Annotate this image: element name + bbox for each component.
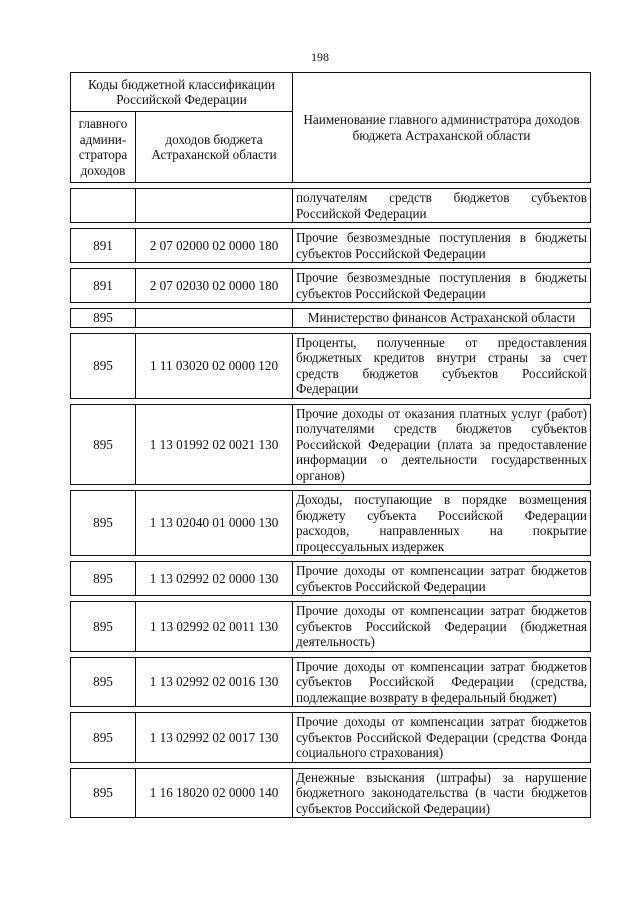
admin-code-cell: 895 (71, 491, 136, 556)
table-row (71, 657, 591, 707)
admin-code-cell: 891 (71, 269, 136, 303)
budget-classification-table (70, 72, 591, 818)
revenue-name-cell: Прочие доходы от компенсации затрат бюджетов субъектов Российской Федерации (средства, подлежащие возврату в федеральный бюджет) (293, 657, 591, 707)
table-row (71, 404, 591, 485)
revenue-code-cell: 2 07 02030 02 0000 180 (136, 269, 293, 303)
admin-code-cell: 895 (71, 713, 136, 763)
revenue-name-cell: Прочие доходы от компенсации затрат бюджетов субъектов Российской Федерации (293, 562, 591, 596)
revenue-name-cell: Прочие безвозмездные поступления в бюджеты субъектов Российской Федерации (293, 229, 591, 263)
revenue-name-cell: Проценты, полученные от предоставления бюджетных кредитов внутри страны за счет средств бюджетов субъектов Российской Федерации (293, 333, 591, 398)
revenue-name-cell: Прочие доходы от компенсации затрат бюджетов субъектов Российской Федерации (бюджетная деятельность) (293, 602, 591, 652)
header-administrator-name: Наименование главного администратора доходов бюджета Астраханской области (293, 73, 591, 183)
admin-code-cell: 895 (71, 309, 136, 328)
table-row (71, 189, 591, 223)
revenue-code-cell: 1 13 02992 02 0000 130 (136, 562, 293, 596)
table-row (71, 309, 591, 328)
table-row (71, 562, 591, 596)
revenue-code-cell: 1 13 02992 02 0017 130 (136, 713, 293, 763)
revenue-name-cell: Доходы, поступающие в порядке возмещения бюджету субъекта Российской Федерации расходов, направленных на покрытие процессуальных издержек (293, 491, 591, 556)
header-classification-codes: Коды бюджетной классификации Российской Федерации (71, 73, 293, 112)
revenue-name-cell: Прочие доходы от оказания платных услуг (работ) получателями средств бюджетов субъектов Российской Федерации (плата за предоставление информации о деятельности государственных органов) (293, 404, 591, 485)
revenue-code-cell: 1 13 01992 02 0021 130 (136, 404, 293, 485)
revenue-code-cell: 1 13 02040 01 0000 130 (136, 491, 293, 556)
page-number: 198 (311, 50, 329, 64)
admin-code-cell: 895 (71, 602, 136, 652)
revenue-code-cell: 2 07 02000 02 0000 180 (136, 229, 293, 263)
admin-code-cell: 895 (71, 333, 136, 398)
table-row (71, 713, 591, 763)
revenue-code-cell: 1 11 03020 02 0000 120 (136, 333, 293, 398)
revenue-code-cell: 1 13 02992 02 0016 130 (136, 657, 293, 707)
revenue-code-cell (136, 309, 293, 328)
admin-code-cell: 895 (71, 768, 136, 818)
table-row (71, 333, 591, 398)
table-row (71, 491, 591, 556)
header-chief-administrator: главного админи-стратора доходов (71, 112, 136, 183)
revenue-name-cell: Денежные взыскания (штрафы) за нарушение бюджетного законодательства (в части бюджетов субъектов Российской Федерации) (293, 768, 591, 818)
admin-code-cell: 891 (71, 229, 136, 263)
admin-code-cell: 895 (71, 404, 136, 485)
revenue-code-cell: 1 16 18020 02 0000 140 (136, 768, 293, 818)
table-row (71, 602, 591, 652)
table-row (71, 768, 591, 818)
table-row (71, 229, 591, 263)
header-revenue-code: доходов бюджета Астраханской области (136, 112, 293, 183)
admin-code-cell: 895 (71, 562, 136, 596)
revenue-name-cell: Прочие доходы от компенсации затрат бюджетов субъектов Российской Федерации (средства Фонда социального страхования) (293, 713, 591, 763)
administrator-title-cell: Министерство финансов Астраханской области (293, 309, 591, 328)
revenue-name-cell: получателям средств бюджетов субъектов Российской Федерации (293, 189, 591, 223)
table-row (71, 269, 591, 303)
revenue-code-cell (136, 189, 293, 223)
revenue-code-cell: 1 13 02992 02 0011 130 (136, 602, 293, 652)
admin-code-cell (71, 189, 136, 223)
table-header-row (71, 73, 591, 112)
revenue-name-cell: Прочие безвозмездные поступления в бюджеты субъектов Российской Федерации (293, 269, 591, 303)
admin-code-cell: 895 (71, 657, 136, 707)
